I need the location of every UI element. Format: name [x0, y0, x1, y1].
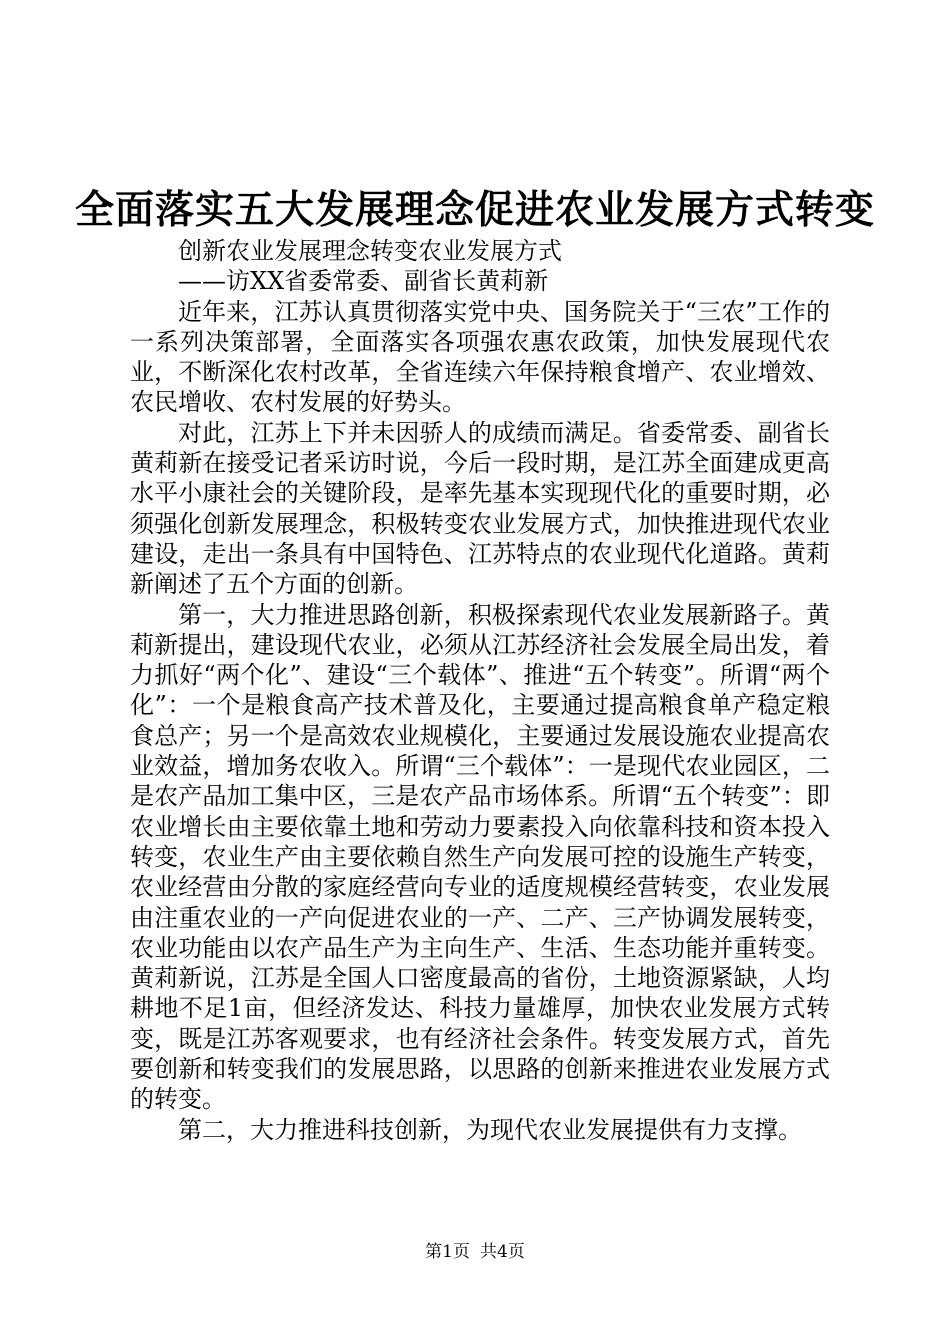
paragraph: 第二，大力推进科技创新，为现代农业发展提供有力支撑。 [178, 1115, 802, 1144]
paragraph: 对此，江苏上下并未因骄人的成绩而满足。省委常委、副省长黄莉新在接受记者采访时说，今后一段时期，是江苏全面建成更高水平小康社会的关键阶段，是率先基本实现现代化的重要时期，必须强化创新发展理念，积极转变农业发展方式，加快推进现代农业建设，走出一条具有中国特色、江苏特点的农业现代化道路。黄莉新阐述了五个方面的创新。 [130, 418, 830, 599]
page-footer [0, 1240, 950, 1264]
paragraph: 第一，大力推进思路创新，积极探索现代农业发展新路子。黄莉新提出，建设现代农业，必须从江苏经济社会发展全局出发，着力抓好“两个化”、建设“三个载体”、推进“五个转变”。所谓“两个化”：一个是粮食高产技术普及化，主要通过提高粮食单产稳定粮食总产；另一个是高效农业规模化，主要通过发展设施农业提高农业效益，增加务农收入。所谓“三个载体”：一是现代农业园区，二是农产品加工集中区，三是农产品市场体系。所谓“五个转变”：即农业增长由主要依靠土地和劳动力要素投入向依靠科技和资本投入转变，农业生产由主要依赖自然生产向发展可控的设施生产转变，农业经营由分散的家庭经营向专业的适度规模经营转变，农业发展由注重农业的一产向促进农业的一产、二产、三产协调发展转变，农业功能由以农产品生产为主向生产、生活、生态功能并重转变。黄莉新说，江苏是全国人口密度最高的省份，土地资源紧缺，人均耕地不足1亩，但经济发达、科技力量雄厚，加快农业发展方式转变，既是江苏客观要求，也有经济社会条件。转变发展方式，首先要创新和转变我们的发展思路，以思路的创新来推进农业发展方式的转变。 [130, 600, 830, 1114]
document-body [130, 236, 830, 1145]
subtitle: 创新农业发展理念转变农业发展方式 [178, 237, 562, 265]
page-total: 共4页 [480, 1242, 525, 1262]
paragraph: 近年来，江苏认真贯彻落实党中央、国务院关于“三农”工作的一系列决策部署，全面落实各项强农惠农政策，加快发展现代农业，不断深化农村改革，全省连续六年保持粮食增产、农业增效、农民增收、农村发展的好势头。 [130, 297, 830, 417]
page-number: 第1页 [425, 1242, 470, 1262]
interview-byline: ——访XX省委常委、副省长黄莉新 [178, 267, 549, 296]
document-title: 全面落实五大发展理念促进农业发展方式转变 [74, 187, 875, 233]
